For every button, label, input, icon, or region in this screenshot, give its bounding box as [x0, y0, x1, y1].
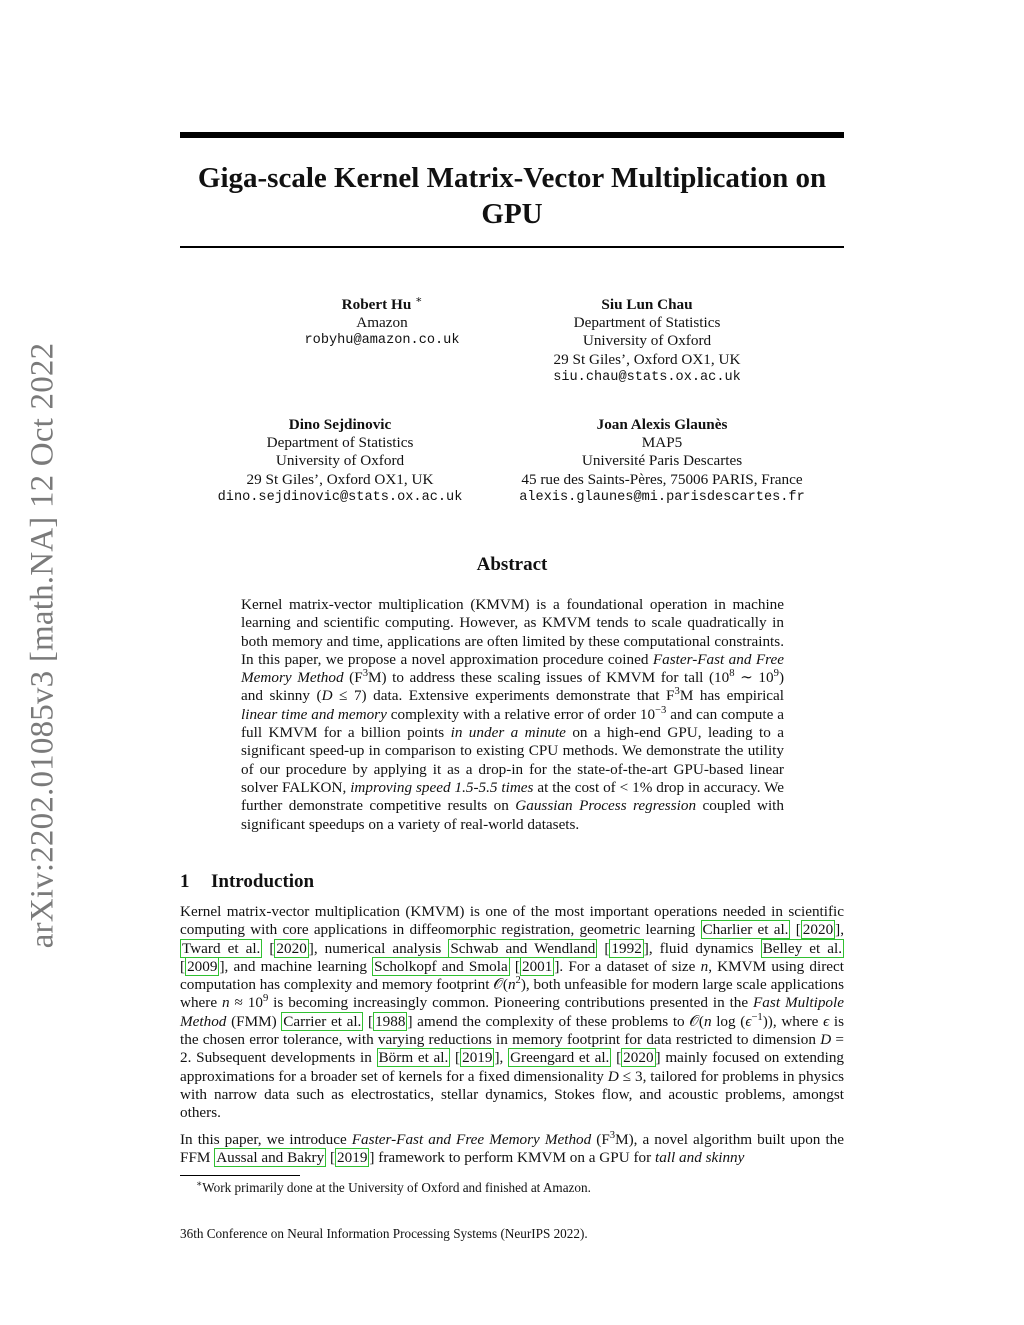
- top-rule: [180, 132, 844, 138]
- section-heading: 1 Introduction: [180, 871, 315, 892]
- text-run: log (: [711, 1012, 746, 1030]
- text-run: [: [363, 1012, 374, 1030]
- text-run: on a high-end GPU, leading to a significant speed-up in comparison to existing CPU methods. We demonstrate the utility of our procedure by applying it as a drop-in for the state-of-the-art GPU-based linear solver FALKON,: [241, 724, 784, 796]
- text-run: ], fluid dynamics: [643, 939, 761, 957]
- citation-link[interactable]: Carrier et al.: [283, 1012, 362, 1030]
- citation-link[interactable]: 2001: [521, 957, 553, 975]
- text-run: ≈ 10: [229, 994, 263, 1012]
- text-run: ],: [835, 921, 845, 939]
- text-run: ]. For a dataset of size: [554, 957, 701, 975]
- text-run: ) and skinny (: [241, 669, 784, 705]
- text-run: [: [180, 957, 186, 975]
- emphasis-text: D: [820, 1031, 832, 1049]
- citation-link[interactable]: Aussal and Bakry: [216, 1149, 325, 1167]
- text-run: ] mainly focused on extending approximations for a broader set of kernels for a fixed dimensionality: [180, 1049, 845, 1085]
- citation-link[interactable]: 1992: [611, 939, 642, 957]
- emphasis-text: tall and skinny: [654, 1149, 745, 1167]
- text-run: )), where: [762, 1012, 824, 1030]
- text-run: Kernel matrix-vector multiplication (KMVM) is a foundational operation in machine learning and scientific computing. However, as KMVM tends to scale quadratically in both memory and time, applications are often limited by these computational constraints. In this paper, we propose a novel approximation procedure coined: [241, 596, 784, 668]
- emphasis-text: Fast Multipole Method: [180, 994, 844, 1030]
- superscript: −1: [751, 1011, 763, 1023]
- text-run: [: [611, 1049, 622, 1067]
- abstract-body: [241, 596, 784, 834]
- emphasis-text: Faster-Fast and Free Memory Method: [241, 650, 784, 687]
- text-run: , KMVM using direct computation has complexity and memory footprint 𝒪(: [180, 957, 844, 994]
- superscript: 3: [674, 686, 680, 698]
- author-email[interactable]: alexis.glaunes@mi.parisdescartes.fr: [519, 489, 805, 505]
- citation-link[interactable]: Börm et al.: [378, 1049, 449, 1067]
- citation-link[interactable]: 2020: [623, 1049, 654, 1067]
- author-email[interactable]: robyhu@amazon.co.uk: [304, 333, 460, 349]
- text-run: ∼ 10: [734, 669, 774, 687]
- author-block: Siu Lun Chau Department of Statistics University of Oxford 29 St Giles’, Oxford OX1, UK siu.chau@stats.ox.ac.uk: [500, 296, 794, 387]
- superscript: 3: [609, 1129, 616, 1141]
- citation-link[interactable]: Belley et al.: [762, 939, 842, 957]
- text-run: (FMM): [226, 1012, 282, 1030]
- intro-paragraph: [180, 903, 844, 1123]
- emphasis-text: D: [607, 1067, 619, 1085]
- citation-link[interactable]: Schwab and Wendland: [450, 939, 596, 957]
- text-run: [: [326, 1149, 336, 1167]
- author-block: Joan Alexis Glaunès MAP5 Université Paris Descartes 45 rue des Saints-Pères, 75006 PARIS, France alexis.glaunes@mi.parisdescartes.fr: [495, 416, 829, 507]
- superscript: −3: [655, 704, 667, 716]
- emphasis-text: ϵ: [823, 1012, 830, 1030]
- paper-title: Giga-scale Kernel Matrix-Vector Multiplication on GPU: [197, 162, 827, 230]
- text-run: ≤ 7) data. Extensive experiments demonstrate that F: [332, 687, 675, 705]
- text-run: [: [790, 921, 801, 939]
- text-run: (F: [343, 669, 363, 687]
- emphasis-text: ϵ: [745, 1012, 752, 1030]
- emphasis-text: linear time and memory: [241, 705, 387, 723]
- emphasis-text: D: [321, 687, 333, 705]
- emphasis-text: n: [222, 994, 230, 1012]
- author-block: Dino Sejdinovic Department of Statistics University of Oxford 29 St Giles’, Oxford OX1, UK dino.sejdinovic@stats.ox.ac.uk: [180, 416, 500, 507]
- text-run: is becoming increasingly common. Pioneering contributions presented in the: [268, 994, 754, 1012]
- text-run: (F: [591, 1131, 610, 1148]
- text-run: at the cost of < 1% drop in accuracy. We further demonstrate competitive results on: [241, 778, 784, 815]
- footnote: ∗Work primarily done at the University of Oxford and finished at Amazon.: [196, 1178, 591, 1195]
- text-run: is the chosen error tolerance, with varying reductions in memory footprint for data restricted to dimension: [180, 1012, 844, 1049]
- text-run: M has empirical: [679, 687, 784, 705]
- text-run: Kernel matrix-vector multiplication (KMVM) is one of the most important operations needed in scientific computing with core applications in diffeomorphic registration, geometric learning: [180, 903, 844, 939]
- text-run: ] amend the complexity of these problems to 𝒪(: [407, 1012, 704, 1030]
- text-run: In this paper, we introduce: [180, 1131, 352, 1148]
- text-run: ],: [494, 1049, 509, 1067]
- emphasis-text: n: [703, 1012, 712, 1030]
- text-run: ], and machine learning: [219, 957, 373, 975]
- citation-link[interactable]: 2020: [802, 921, 834, 939]
- emphasis-text: in under a minute: [450, 724, 566, 742]
- conference-note: 36th Conference on Neural Information Processing Systems (NeurIPS 2022).: [180, 1226, 588, 1241]
- citation-link[interactable]: Charlier et al.: [702, 921, 789, 939]
- text-run: ], numerical analysis: [308, 939, 449, 957]
- text-run: [: [509, 957, 520, 975]
- superscript: 8: [729, 668, 735, 680]
- author-email[interactable]: dino.sejdinovic@stats.ox.ac.uk: [217, 489, 463, 505]
- text-run: [: [597, 939, 610, 957]
- emphasis-text: Gaussian Process regression: [515, 797, 697, 815]
- text-run: ≤ 3, tailored for problems in physics with narrow data such as electrostatics, stellar dynamics, Stokes flow, and acoustic problems, amongst others.: [180, 1067, 844, 1122]
- superscript: 9: [773, 668, 779, 680]
- text-run: ] framework to perform KMVM on a GPU for: [369, 1149, 655, 1167]
- emphasis-text: improving speed 1.5-5.5 times: [350, 778, 534, 796]
- citation-link[interactable]: 2020: [276, 939, 307, 957]
- text-run: = 2. Subsequent developments in: [180, 1031, 844, 1067]
- emphasis-text: n: [507, 976, 516, 994]
- author-block: Robert Hu ∗ Amazon robyhu@amazon.co.uk: [252, 296, 512, 351]
- superscript: 2: [515, 975, 521, 987]
- superscript: 3: [362, 668, 368, 680]
- text-run: [: [262, 939, 275, 957]
- citation-link[interactable]: Tward et al.: [182, 939, 261, 957]
- text-run: M) to address these scaling issues of KMVM for tall (10: [368, 669, 730, 687]
- intro-paragraph: [180, 1131, 844, 1168]
- text-run: ), both unfeasible for modern large scale applications where: [180, 976, 845, 1012]
- text-run: complexity with a relative error of order 10: [386, 705, 656, 723]
- footnote-rule: [180, 1175, 300, 1176]
- text-run: M), a novel algorithm built upon the FFM: [180, 1131, 844, 1167]
- text-run: coupled with significant speedups on a variety of real-world datasets.: [241, 797, 784, 833]
- citation-link[interactable]: 2009: [187, 957, 218, 975]
- citation-link[interactable]: Scholkopf and Smola: [374, 957, 508, 975]
- text-run: and can compute a full KMVM for a billion points: [241, 705, 785, 742]
- emphasis-text: Faster-Fast and Free Memory Method: [351, 1131, 592, 1148]
- citation-link[interactable]: 1988: [375, 1012, 406, 1030]
- arxiv-stamp: arXiv:2202.01085v3 [math.NA] 12 Oct 2022: [24, 342, 61, 948]
- abstract-heading: Abstract: [476, 554, 548, 575]
- author-email[interactable]: siu.chau@stats.ox.ac.uk: [553, 369, 741, 385]
- title-bottom-rule: [180, 246, 844, 248]
- text-run: [: [450, 1049, 461, 1067]
- emphasis-text: n: [700, 957, 709, 975]
- superscript: 9: [262, 993, 269, 1005]
- citation-link[interactable]: 2019: [337, 1149, 368, 1167]
- citation-link[interactable]: Greengard et al.: [510, 1049, 610, 1067]
- citation-link[interactable]: 2019: [462, 1049, 493, 1067]
